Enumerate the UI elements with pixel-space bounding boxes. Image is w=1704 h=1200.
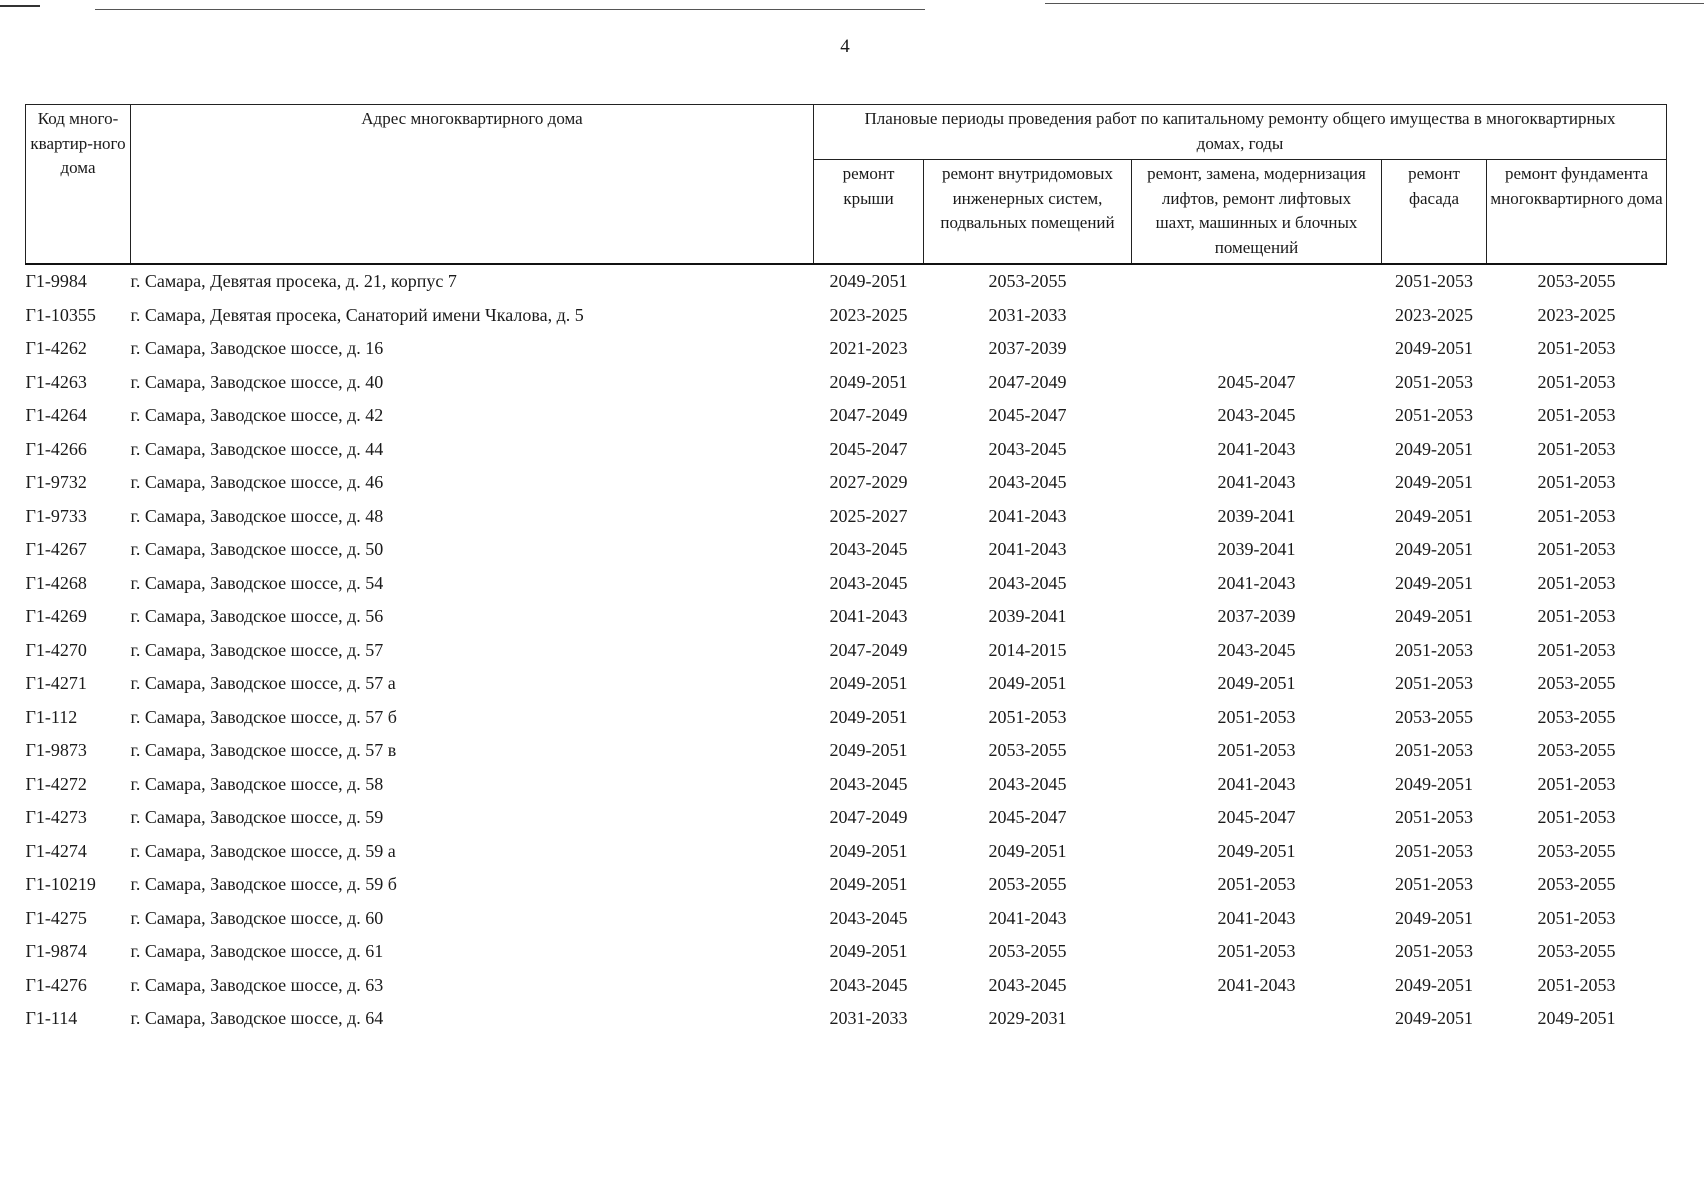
header-foundation: ремонт фундамента многоквартирного дома: [1487, 160, 1667, 265]
cell-code: Г1-4269: [25, 606, 87, 627]
cell-roof: 2021-2023: [829, 338, 908, 359]
cell-address: г. Самара, Заводское шоссе, д. 40: [130, 371, 384, 392]
cell-address: г. Самара, Заводское шоссе, д. 60: [130, 907, 384, 928]
cell-engineering: 2014-2015: [988, 639, 1067, 660]
cell-roof: 2043-2045: [829, 907, 908, 928]
cell-facade: 2051-2053: [1395, 673, 1473, 694]
cell-code: Г1-9984: [25, 271, 87, 292]
cell-roof: 2027-2029: [829, 472, 908, 493]
cell-foundation: 2051-2053: [1537, 807, 1616, 828]
cell-address: г. Самара, Девятая просека, Санаторий имени Чкалова, д. 5: [130, 304, 584, 325]
cell-facade: 2049-2051: [1395, 773, 1473, 794]
cell-foundation: 2053-2055: [1537, 840, 1616, 861]
cell-foundation: 2051-2053: [1537, 606, 1616, 627]
cell-facade: 2049-2051: [1395, 472, 1473, 493]
cell-engineering: 2053-2055: [988, 874, 1067, 895]
cell-code: Г1-4273: [25, 807, 87, 828]
cell-address: г. Самара, Заводское шоссе, д. 59 а: [130, 840, 396, 861]
cell-code: Г1-9732: [25, 472, 87, 493]
table-body: [26, 264, 1667, 1036]
cell-code: Г1-4275: [25, 907, 87, 928]
cell-foundation: 2053-2055: [1537, 941, 1616, 962]
cell-facade: 2049-2051: [1395, 606, 1473, 627]
table-row: [26, 868, 1667, 902]
cell-foundation: 2053-2055: [1537, 874, 1616, 895]
cell-roof: 2031-2033: [829, 1008, 908, 1029]
cell-roof: 2023-2025: [829, 304, 908, 325]
cell-roof: 2041-2043: [829, 606, 908, 627]
table-row: [26, 332, 1667, 366]
table-row: [26, 902, 1667, 936]
cell-engineering: 2041-2043: [988, 505, 1067, 526]
cell-address: г. Самара, Заводское шоссе, д. 16: [130, 338, 384, 359]
cell-engineering: 2041-2043: [988, 907, 1067, 928]
cell-foundation: 2053-2055: [1537, 706, 1616, 727]
cell-roof: 2049-2051: [829, 271, 908, 292]
cell-roof: 2049-2051: [829, 673, 908, 694]
cell-code: Г1-4263: [25, 371, 87, 392]
cell-address: г. Самара, Заводское шоссе, д. 48: [130, 505, 384, 526]
cell-facade: 2049-2051: [1395, 338, 1473, 359]
table-row: [26, 466, 1667, 500]
cell-roof: 2047-2049: [829, 807, 908, 828]
cell-roof: 2043-2045: [829, 572, 908, 593]
cell-foundation: 2051-2053: [1537, 974, 1616, 995]
cell-foundation: 2053-2055: [1537, 271, 1616, 292]
table-row: [26, 299, 1667, 333]
cell-roof: 2045-2047: [829, 438, 908, 459]
cell-code: Г1-4262: [25, 338, 87, 359]
header-periods-group: Плановые периоды проведения работ по капитальному ремонту общего имущества в многоквартирных домах, годы: [814, 105, 1667, 160]
cell-code: Г1-4272: [25, 773, 87, 794]
table-row: [26, 264, 1667, 299]
cell-facade: 2023-2025: [1395, 304, 1473, 325]
cell-engineering: 2045-2047: [988, 405, 1067, 426]
cell-elevators: 2039-2041: [1217, 505, 1296, 526]
cell-roof: 2043-2045: [829, 974, 908, 995]
header-elevators: ремонт, замена, модернизация лифтов, ремонт лифтовых шахт, машинных и блочных помещений: [1132, 160, 1382, 265]
cell-elevators: 2041-2043: [1217, 472, 1296, 493]
cell-elevators: 2045-2047: [1217, 807, 1296, 828]
cell-roof: 2047-2049: [829, 639, 908, 660]
cell-foundation: 2051-2053: [1537, 472, 1616, 493]
cell-roof: 2047-2049: [829, 405, 908, 426]
cell-foundation: 2049-2051: [1537, 1008, 1616, 1029]
cell-engineering: 2043-2045: [988, 773, 1067, 794]
cell-address: г. Самара, Заводское шоссе, д. 58: [130, 773, 384, 794]
cell-elevators: 2041-2043: [1217, 773, 1296, 794]
scan-artifact-line: [0, 5, 40, 7]
header-engineering: ремонт внутридомовых инженерных систем, подвальных помещений: [924, 160, 1132, 265]
cell-elevators: 2051-2053: [1217, 941, 1296, 962]
cell-address: г. Самара, Заводское шоссе, д. 54: [130, 572, 384, 593]
cell-code: Г1-10219: [25, 874, 96, 895]
cell-foundation: 2051-2053: [1537, 405, 1616, 426]
cell-engineering: 2047-2049: [988, 371, 1067, 392]
cell-elevators: [1132, 264, 1382, 299]
cell-engineering: 2041-2043: [988, 539, 1067, 560]
cell-engineering: 2049-2051: [988, 840, 1067, 861]
cell-facade: 2049-2051: [1395, 974, 1473, 995]
cell-facade: 2051-2053: [1395, 405, 1473, 426]
cell-facade: 2049-2051: [1395, 907, 1473, 928]
cell-facade: 2053-2055: [1395, 706, 1473, 727]
cell-roof: 2049-2051: [829, 371, 908, 392]
table-row: [26, 701, 1667, 735]
cell-facade: 2051-2053: [1395, 639, 1473, 660]
cell-code: Г1-4270: [25, 639, 87, 660]
cell-address: г. Самара, Заводское шоссе, д. 59: [130, 807, 384, 828]
cell-facade: 2049-2051: [1395, 539, 1473, 560]
cell-foundation: 2051-2053: [1537, 338, 1616, 359]
table-row: [26, 500, 1667, 534]
cell-code: Г1-112: [25, 706, 78, 727]
cell-address: г. Самара, Заводское шоссе, д. 64: [130, 1008, 384, 1029]
cell-foundation: 2051-2053: [1537, 371, 1616, 392]
table-header: [26, 105, 1667, 265]
cell-address: г. Самара, Заводское шоссе, д. 57 б: [130, 706, 397, 727]
cell-facade: 2051-2053: [1395, 807, 1473, 828]
cell-roof: 2025-2027: [829, 505, 908, 526]
cell-foundation: 2023-2025: [1537, 304, 1616, 325]
cell-foundation: 2053-2055: [1537, 740, 1616, 761]
table-row: [26, 835, 1667, 869]
cell-facade: 2051-2053: [1395, 271, 1473, 292]
cell-code: Г1-9733: [25, 505, 87, 526]
cell-facade: 2051-2053: [1395, 874, 1473, 895]
cell-address: г. Самара, Заводское шоссе, д. 46: [130, 472, 384, 493]
table-row: [26, 567, 1667, 601]
header-address: Адрес многоквартирного дома: [131, 105, 814, 265]
table-row: [26, 768, 1667, 802]
cell-engineering: 2043-2045: [988, 572, 1067, 593]
cell-elevators: 2041-2043: [1217, 974, 1296, 995]
cell-roof: 2049-2051: [829, 740, 908, 761]
cell-engineering: 2043-2045: [988, 974, 1067, 995]
cell-facade: 2049-2051: [1395, 505, 1473, 526]
cell-code: Г1-9873: [25, 740, 87, 761]
cell-address: г. Самара, Заводское шоссе, д. 44: [130, 438, 384, 459]
cell-address: г. Самара, Заводское шоссе, д. 63: [130, 974, 384, 995]
cell-address: г. Самара, Заводское шоссе, д. 50: [130, 539, 384, 560]
cell-elevators: [1132, 1002, 1382, 1036]
cell-elevators: 2043-2045: [1217, 405, 1296, 426]
cell-facade: 2051-2053: [1395, 840, 1473, 861]
cell-engineering: 2045-2047: [988, 807, 1067, 828]
table-row: [26, 600, 1667, 634]
cell-foundation: 2051-2053: [1537, 539, 1616, 560]
cell-code: Г1-4264: [25, 405, 87, 426]
cell-address: г. Самара, Заводское шоссе, д. 57 а: [130, 673, 396, 694]
cell-facade: 2049-2051: [1395, 1008, 1473, 1029]
cell-code: Г1-10355: [25, 304, 96, 325]
cell-elevators: 2041-2043: [1217, 438, 1296, 459]
table-row: [26, 667, 1667, 701]
cell-code: Г1-4266: [25, 438, 87, 459]
cell-code: Г1-114: [25, 1008, 78, 1029]
cell-roof: 2043-2045: [829, 773, 908, 794]
cell-code: Г1-4276: [25, 974, 87, 995]
cell-foundation: 2051-2053: [1537, 438, 1616, 459]
cell-elevators: 2051-2053: [1217, 740, 1296, 761]
cell-facade: 2049-2051: [1395, 438, 1473, 459]
cell-engineering: 2051-2053: [988, 706, 1067, 727]
cell-engineering: 2053-2055: [988, 740, 1067, 761]
table-row: [26, 366, 1667, 400]
header-code: Код много-квартир-ного дома: [26, 105, 131, 265]
cell-engineering: 2053-2055: [988, 941, 1067, 962]
cell-address: г. Самара, Заводское шоссе, д. 42: [130, 405, 384, 426]
cell-roof: 2049-2051: [829, 840, 908, 861]
cell-engineering: 2043-2045: [988, 472, 1067, 493]
cell-engineering: 2031-2033: [988, 304, 1067, 325]
cell-elevators: 2043-2045: [1217, 639, 1296, 660]
cell-engineering: 2053-2055: [988, 271, 1067, 292]
cell-engineering: 2039-2041: [988, 606, 1067, 627]
cell-elevators: [1132, 299, 1382, 333]
page-number: 4: [840, 36, 850, 57]
table-row: [26, 969, 1667, 1003]
cell-roof: 2043-2045: [829, 539, 908, 560]
table-row: [26, 935, 1667, 969]
scan-artifact-line: [95, 9, 925, 10]
cell-engineering: 2029-2031: [988, 1008, 1067, 1029]
cell-elevators: 2041-2043: [1217, 572, 1296, 593]
header-roof: ремонт крыши: [814, 160, 924, 265]
cell-elevators: 2045-2047: [1217, 371, 1296, 392]
cell-elevators: 2049-2051: [1217, 840, 1296, 861]
cell-code: Г1-4271: [25, 673, 87, 694]
cell-address: г. Самара, Заводское шоссе, д. 57 в: [130, 740, 397, 761]
cell-roof: 2049-2051: [829, 706, 908, 727]
scan-artifact-line: [1045, 3, 1704, 4]
cell-code: Г1-4268: [25, 572, 87, 593]
cell-foundation: 2051-2053: [1537, 505, 1616, 526]
cell-code: Г1-4274: [25, 840, 87, 861]
cell-elevators: 2049-2051: [1217, 673, 1296, 694]
table-row: [26, 801, 1667, 835]
cell-facade: 2051-2053: [1395, 740, 1473, 761]
cell-code: Г1-9874: [25, 941, 87, 962]
cell-roof: 2049-2051: [829, 941, 908, 962]
cell-foundation: 2053-2055: [1537, 673, 1616, 694]
cell-code: Г1-4267: [25, 539, 87, 560]
cell-foundation: 2051-2053: [1537, 639, 1616, 660]
cell-facade: 2051-2053: [1395, 371, 1473, 392]
cell-foundation: 2051-2053: [1537, 572, 1616, 593]
cell-engineering: 2037-2039: [988, 338, 1067, 359]
table-row: [26, 734, 1667, 768]
capital-repair-schedule-table: [25, 104, 1667, 1036]
cell-elevators: 2041-2043: [1217, 907, 1296, 928]
cell-elevators: 2037-2039: [1217, 606, 1296, 627]
cell-elevators: 2051-2053: [1217, 706, 1296, 727]
table-row: [26, 634, 1667, 668]
cell-facade: 2051-2053: [1395, 941, 1473, 962]
cell-facade: 2049-2051: [1395, 572, 1473, 593]
cell-elevators: [1132, 332, 1382, 366]
cell-address: г. Самара, Заводское шоссе, д. 56: [130, 606, 384, 627]
header-facade: ремонт фасада: [1382, 160, 1487, 265]
cell-address: г. Самара, Заводское шоссе, д. 61: [130, 941, 384, 962]
cell-engineering: 2043-2045: [988, 438, 1067, 459]
cell-address: г. Самара, Девятая просека, д. 21, корпус 7: [130, 271, 457, 292]
cell-engineering: 2049-2051: [988, 673, 1067, 694]
cell-foundation: 2051-2053: [1537, 773, 1616, 794]
cell-address: г. Самара, Заводское шоссе, д. 57: [130, 639, 384, 660]
table-row: [26, 533, 1667, 567]
cell-elevators: 2039-2041: [1217, 539, 1296, 560]
cell-address: г. Самара, Заводское шоссе, д. 59 б: [130, 874, 397, 895]
table-row: [26, 1002, 1667, 1036]
cell-foundation: 2051-2053: [1537, 907, 1616, 928]
table-row: [26, 399, 1667, 433]
cell-elevators: 2051-2053: [1217, 874, 1296, 895]
table-row: [26, 433, 1667, 467]
cell-roof: 2049-2051: [829, 874, 908, 895]
